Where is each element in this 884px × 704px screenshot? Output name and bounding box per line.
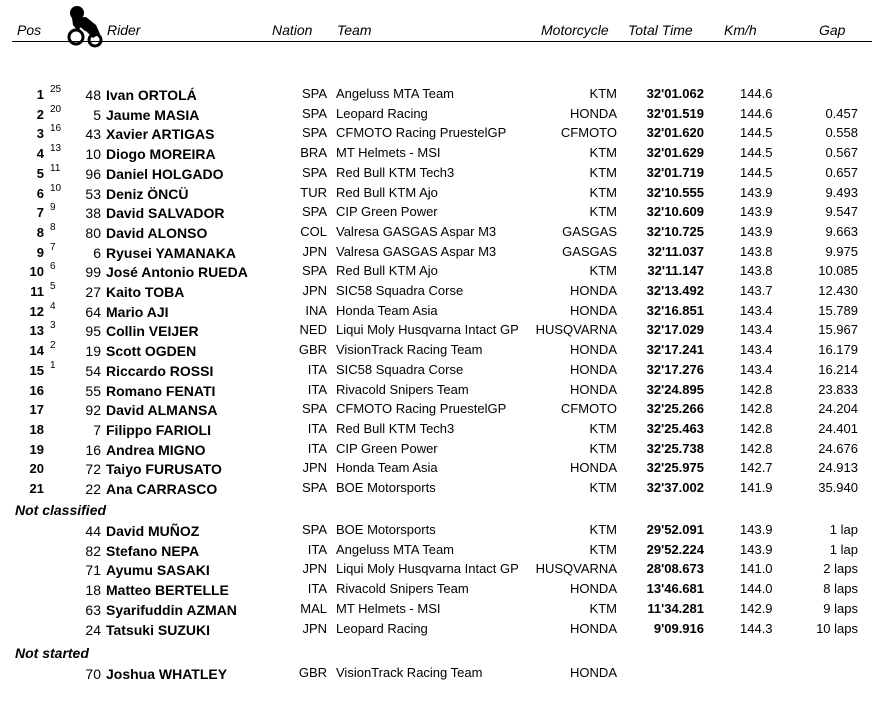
gap-cell: 1 lap [829,541,858,557]
motorcycle-cell: HONDA [570,381,617,397]
rider-name-cell: David ALMANSA [106,402,218,419]
total-time-cell: 9'09.916 [653,620,704,636]
speed-cell: 143.9 [740,223,773,239]
rider-number-cell: 82 [85,542,101,559]
rider-number-cell: 38 [85,205,101,222]
rider-number-cell: 7 [93,421,101,438]
rider-name-cell: Kaito TOBA [106,284,185,300]
team-cell: Rivacold Snipers Team [336,581,469,597]
total-time-cell: 13'46.681 [646,581,704,597]
speed-cell: 144.5 [740,164,773,180]
motorcycle-cell: HUSQVARNA [535,561,617,577]
total-time-cell: 11'34.281 [647,600,704,616]
speed-cell: 143.7 [740,283,773,298]
team-cell: Angeluss MTA Team [336,541,455,557]
team-cell: Leopard Racing [336,105,428,121]
team-cell: MT Helmets - MSI [336,600,441,616]
rider-name-cell: David ALONSO [106,224,208,241]
motorcycle-cell: HONDA [570,620,617,636]
rider-number-cell: 43 [85,126,101,143]
total-time-cell: 32'11.037 [647,243,704,259]
grid-cell: 25 [50,84,62,95]
speed-cell: 144.0 [740,581,773,597]
team-cell: Red Bull KTM Ajo [336,184,438,200]
gap-cell: 24.204 [818,401,858,417]
table-row [0,599,884,619]
rider-number-cell: 44 [85,523,101,539]
rider-name-cell: David SALVADOR [106,205,225,222]
rider-number-cell: 63 [85,601,101,618]
position-cell: 7 [36,205,44,221]
rider-name-cell: Ayumu SASAKI [106,562,210,579]
speed-cell: 144.5 [740,145,773,161]
nation-cell: SPA [301,105,327,121]
position-cell: 9 [36,244,44,260]
table-row [0,520,884,540]
speed-cell: 143.8 [740,263,773,279]
nation-cell: SPA [301,263,327,279]
motorcycle-cell: KTM [589,600,617,616]
nation-cell: GBR [298,342,327,358]
gap-cell: 24.913 [818,460,858,476]
rider-name-cell: Ryusei YAMANAKA [106,244,236,261]
table-row [0,439,884,459]
rider-number-cell: 72 [85,461,101,478]
table-row [0,458,884,478]
nation-cell: JPN [302,620,327,636]
table-row [0,242,884,262]
gap-cell: 9 laps [823,600,858,616]
rider-number-cell: 53 [85,185,101,202]
table-row [0,540,884,560]
rider-number-cell: 80 [85,224,101,241]
total-time-cell: 32'25.266 [646,401,704,417]
total-time-cell: 32'24.895 [646,381,704,397]
header-pos: Pos [17,22,42,38]
table-row [0,104,884,124]
motorcycle-cell: KTM [589,184,617,200]
team-cell: Valresa GASGAS Aspar M3 [336,223,497,239]
rider-number-cell: 71 [85,562,101,579]
gap-cell: 16.214 [818,361,858,377]
total-time-cell: 32'10.725 [646,223,704,239]
speed-cell: 141.9 [740,480,773,495]
total-time-cell: 29'52.224 [646,541,704,557]
grid-cell: 6 [50,261,56,273]
gap-cell: 15.789 [818,302,858,318]
speed-cell: 143.9 [740,522,773,537]
motorcycle-cell: KTM [589,480,617,495]
nation-cell: SPA [301,401,327,417]
grid-cell: 3 [50,320,56,332]
team-cell: Rivacold Snipers Team [336,381,469,397]
team-cell: Valresa GASGAS Aspar M3 [336,243,497,259]
total-time-cell: 32'25.738 [646,440,704,456]
speed-cell: 144.5 [740,125,773,141]
nation-cell: COL [300,223,327,239]
total-time-cell: 32'25.463 [646,420,704,436]
gap-cell: 8 laps [823,581,858,597]
position-cell: 5 [36,165,44,181]
nation-cell: JPN [302,243,327,259]
gap-cell: 0.657 [825,164,858,180]
motorcycle-cell: KTM [589,164,617,180]
position-cell: 8 [36,224,44,240]
gap-cell: 12.430 [818,283,858,298]
header-total-time: Total Time [628,22,693,38]
table-row [0,478,884,498]
grid-cell: 5 [50,281,56,292]
motorcycle-cell: CFMOTO [560,125,617,141]
position-cell: 15 [29,362,44,378]
rider-name-cell: Tatsuki SUZUKI [106,621,210,638]
gap-cell: 9.493 [825,184,858,200]
rider-name-cell: Filippo FARIOLI [106,421,211,438]
team-cell: SIC58 Squadra Corse [336,361,464,377]
table-header [0,0,884,46]
table-row [0,360,884,380]
rider-number-cell: 64 [85,303,101,320]
table-row [0,340,884,360]
grid-cell: 7 [50,241,56,253]
nation-cell: ITA [307,581,327,597]
team-cell: VisionTrack Racing Team [336,665,483,680]
speed-cell: 142.7 [740,460,773,476]
rider-name-cell: Ana CARRASCO [106,481,218,497]
nation-cell: ITA [307,361,327,377]
motorcycle-cell: KTM [589,86,617,101]
nation-cell: JPN [302,460,327,476]
rider-name-cell: Collin VEIJER [106,323,199,340]
table-row [0,281,884,301]
header-nation: Nation [272,22,313,38]
rider-number-cell: 22 [85,481,101,497]
rider-number-cell: 96 [85,165,101,182]
speed-cell: 143.9 [740,541,773,557]
rider-number-cell: 99 [85,264,101,281]
gap-cell: 23.833 [818,381,858,397]
position-cell: 4 [36,146,44,162]
team-cell: Honda Team Asia [336,460,438,476]
team-cell: CFMOTO Racing PruestelGP [336,401,507,417]
nation-cell: JPN [302,283,327,298]
rider-name-cell: Matteo BERTELLE [106,582,229,599]
rider-name-cell: José Antonio RUEDA [106,264,248,281]
position-cell: 20 [29,461,44,477]
gap-cell: 2 laps [823,561,858,577]
rider-number-cell: 48 [85,87,101,103]
nation-cell: NED [299,322,327,338]
rider-name-cell: Taiyo FURUSATO [106,461,222,478]
rider-name-cell: Joshua WHATLEY [106,666,228,682]
motorcycle-cell: KTM [589,440,617,456]
not-classified-heading: Not classified [15,502,107,518]
team-cell: VisionTrack Racing Team [336,342,483,358]
speed-cell: 142.9 [740,600,773,616]
team-cell: Liqui Moly Husqvarna Intact GP [336,561,519,577]
team-cell: Honda Team Asia [336,302,438,318]
team-cell: CIP Green Power [336,204,438,220]
rider-name-cell: Romano FENATI [106,382,216,399]
gap-cell: 9.663 [825,223,858,239]
rider-number-cell: 55 [85,382,101,399]
speed-cell: 142.8 [740,401,773,417]
nation-cell: SPA [301,204,327,220]
position-cell: 3 [36,126,44,142]
rider-name-cell: Mario AJI [106,303,169,320]
speed-cell: 144.3 [740,620,773,636]
grid-cell: 9 [50,202,56,214]
rider-number-cell: 10 [85,146,101,163]
table-row [0,399,884,419]
nation-cell: INA [305,302,327,318]
table-row [0,222,884,242]
total-time-cell: 32'16.851 [646,302,704,318]
grid-cell: 13 [50,143,62,155]
nation-cell: SPA [301,480,327,495]
team-cell: Red Bull KTM Tech3 [336,420,455,436]
grid-cell: 20 [50,103,62,115]
total-time-cell: 32'17.276 [646,361,704,377]
rider-name-cell: Jaume MASIA [106,106,200,123]
header-kmh: Km/h [724,22,757,38]
motorcycle-cell: KTM [589,522,617,537]
nation-cell: SPA [301,164,327,180]
position-cell: 12 [29,303,44,319]
table-row [0,123,884,143]
total-time-cell: 32'10.555 [646,184,704,200]
speed-cell: 143.4 [740,361,773,377]
speed-cell: 141.0 [740,561,773,577]
nation-cell: ITA [307,381,327,397]
rider-number-cell: 95 [85,323,101,340]
rider-name-cell: Xavier ARTIGAS [106,126,215,143]
rider-number-cell: 54 [85,362,101,379]
total-time-cell: 32'17.241 [646,342,704,358]
table-row [0,183,884,203]
motorcycle-cell: HONDA [570,665,617,680]
gap-cell: 0.558 [825,125,858,141]
rider-name-cell: Deniz ÖNCÜ [106,185,189,202]
speed-cell: 142.8 [740,420,773,436]
rider-number-cell: 18 [85,582,101,599]
speed-cell: 144.6 [740,105,773,121]
position-cell: 2 [36,106,44,122]
position-cell: 11 [30,284,44,299]
motorcycle-cell: KTM [589,204,617,220]
speed-cell: 143.4 [740,302,773,318]
nation-cell: ITA [307,420,327,436]
rider-name-cell: David MUÑOZ [106,523,200,539]
gap-cell: 0.567 [825,145,858,161]
team-cell: Red Bull KTM Ajo [336,263,438,279]
speed-cell: 142.8 [740,440,773,456]
motorcycle-cell: KTM [589,541,617,557]
table-row [0,320,884,340]
rider-number-cell: 5 [93,106,101,123]
nation-cell: ITA [307,440,327,456]
motorcycle-cell: CFMOTO [560,401,617,417]
grid-cell: 8 [50,221,56,233]
speed-cell: 144.6 [740,86,773,101]
team-cell: MT Helmets - MSI [336,145,441,161]
gap-cell: 16.179 [818,342,858,358]
header-divider [12,41,872,42]
motorcycle-cell: HONDA [570,581,617,597]
not-started-heading: Not started [15,645,89,661]
team-cell: SIC58 Squadra Corse [336,283,464,298]
gap-cell: 10.085 [818,263,858,279]
rider-name-cell: Scott OGDEN [106,343,197,360]
table-row [0,619,884,639]
rider-name-cell: Ivan ORTOLÁ [106,87,197,103]
motorcycle-cell: HONDA [570,105,617,121]
nation-cell: JPN [302,561,327,577]
nation-cell: BRA [300,145,327,161]
gap-cell: 0.457 [825,105,858,121]
speed-cell: 143.9 [740,184,773,200]
nation-cell: SPA [301,125,327,141]
rider-name-cell: Diogo MOREIRA [106,146,216,163]
gap-cell: 9.975 [825,243,858,259]
header-rider: Rider [107,22,141,38]
position-cell: 10 [29,264,44,280]
total-time-cell: 32'13.492 [646,283,704,298]
total-time-cell: 32'37.002 [646,480,704,495]
table-row [0,84,884,104]
motorcycle-cell: HUSQVARNA [535,322,617,338]
team-cell: Leopard Racing [336,620,428,636]
team-cell: Red Bull KTM Tech3 [336,164,455,180]
total-time-cell: 32'01.620 [646,125,704,141]
rider-name-cell: Daniel HOLGADO [106,165,224,182]
total-time-cell: 29'52.091 [646,522,704,537]
nation-cell: TUR [300,184,327,200]
speed-cell: 143.4 [740,322,773,338]
gap-cell: 1 lap [829,522,858,537]
position-cell: 16 [29,382,44,398]
motorcycle-cell: KTM [589,145,617,161]
team-cell: CIP Green Power [336,440,438,456]
motorcycle-cell: HONDA [570,460,617,476]
total-time-cell: 32'01.719 [646,164,704,180]
motorcycle-cell: GASGAS [562,243,617,259]
position-cell: 1 [36,87,44,102]
position-cell: 18 [29,421,44,437]
grid-cell: 11 [50,162,61,174]
motorcycle-cell: GASGAS [562,223,617,239]
table-row [0,163,884,183]
total-time-cell: 32'17.029 [646,322,704,338]
rider-number-cell: 92 [85,402,101,419]
total-time-cell: 32'01.062 [646,86,704,101]
rider-number-cell: 19 [85,343,101,360]
motorcycle-cell: HONDA [570,361,617,377]
table-row [0,380,884,400]
gap-cell: 9.547 [825,204,858,220]
motorcycle-cell: KTM [589,420,617,436]
table-row [0,261,884,281]
rider-number-cell: 27 [85,284,101,300]
nation-cell: SPA [301,522,327,537]
total-time-cell: 32'11.147 [647,263,704,279]
team-cell: Angeluss MTA Team [336,86,455,101]
motorcycle-cell: HONDA [570,342,617,358]
gap-cell: 24.401 [818,420,858,436]
rider-name-cell: Riccardo ROSSI [106,362,214,379]
table-row [0,663,884,683]
rider-name-cell: Syarifuddin AZMAN [106,601,237,618]
rider-number-cell: 6 [93,244,101,261]
total-time-cell: 32'25.975 [646,460,704,476]
position-cell: 17 [29,402,44,418]
table-row [0,579,884,599]
rider-number-cell: 70 [85,666,101,682]
team-cell: BOE Motorsports [336,480,436,495]
table-row [0,143,884,163]
position-cell: 21 [29,481,44,496]
nation-cell: SPA [301,86,327,101]
header-motorcycle: Motorcycle [541,22,609,38]
position-cell: 14 [29,343,44,359]
team-cell: Liqui Moly Husqvarna Intact GP [336,322,519,338]
nation-cell: MAL [300,600,327,616]
rider-name-cell: Stefano NEPA [106,542,200,559]
rider-number-cell: 24 [85,621,101,638]
total-time-cell: 32'01.629 [646,145,704,161]
nation-cell: GBR [298,665,327,680]
gap-cell: 24.676 [818,440,858,456]
gap-cell: 35.940 [818,480,858,495]
gap-cell: 15.967 [818,322,858,338]
table-row [0,419,884,439]
speed-cell: 143.8 [740,243,773,259]
rider-name-cell: Andrea MIGNO [106,441,206,458]
speed-cell: 142.8 [740,381,773,397]
grid-cell: 10 [50,182,62,194]
table-row [0,301,884,321]
motorcycle-cell: HONDA [570,283,617,298]
position-cell: 6 [36,185,44,201]
table-row [0,559,884,579]
nation-cell: ITA [307,541,327,557]
gap-cell: 10 laps [816,620,858,636]
speed-cell: 143.9 [740,204,773,220]
grid-cell: 16 [50,123,62,135]
total-time-cell: 32'10.609 [646,204,704,220]
motorcycle-cell: KTM [589,263,617,279]
header-team: Team [337,22,372,38]
position-cell: 13 [29,323,44,339]
header-gap: Gap [819,22,846,38]
team-cell: BOE Motorsports [336,522,436,537]
position-cell: 19 [29,441,44,457]
total-time-cell: 32'01.519 [646,105,704,121]
table-row [0,202,884,222]
rider-number-cell: 16 [85,441,101,458]
motorcycle-cell: HONDA [570,302,617,318]
speed-cell: 143.4 [740,342,773,358]
team-cell: CFMOTO Racing PruestelGP [336,125,507,141]
total-time-cell: 28'08.673 [646,561,704,577]
grid-cell: 4 [50,300,56,312]
grid-cell: 1 [50,359,56,371]
grid-cell: 2 [50,340,56,352]
